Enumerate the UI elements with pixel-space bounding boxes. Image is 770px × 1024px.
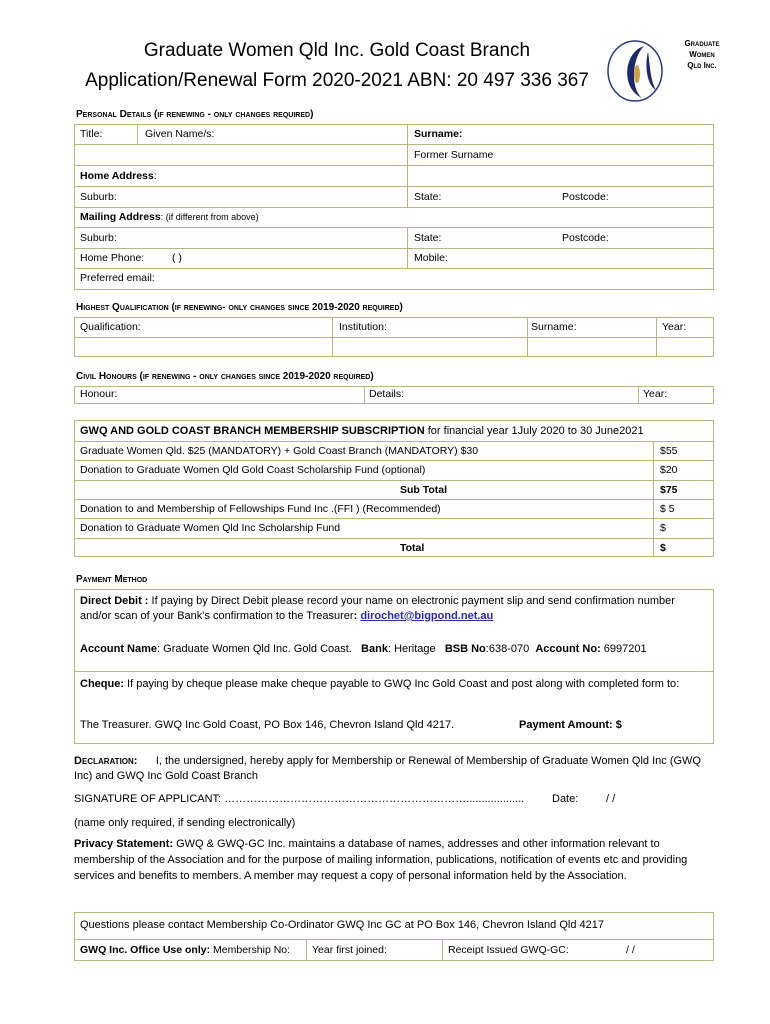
home-state-field[interactable]: State: [414, 191, 442, 203]
declaration-text [74, 754, 714, 784]
former-surname-field[interactable]: Former Surname [414, 149, 494, 161]
total-label: Total [400, 542, 425, 554]
subscription-row-scholarship-gc: Donation to Graduate Women Qld Gold Coast Scholarship Fund (optional) [80, 464, 426, 476]
declaration-label: Declaration: [74, 755, 138, 767]
account-name-value: : Graduate Women Qld Inc. Gold Coast. [157, 643, 352, 655]
home-postcode-field[interactable]: Postcode: [562, 191, 609, 203]
bsb-value: :638-070 [485, 643, 530, 655]
amount-scholarship-inc[interactable]: $ [660, 522, 666, 534]
cheque-label: Cheque: [80, 678, 124, 690]
membership-contact: Questions please contact Membership Co-Ordinator GWQ Inc GC at PO Box 146, Chevron Island Qld 4217 [80, 919, 604, 931]
year-first-joined-field[interactable]: Year first joined: [312, 944, 387, 956]
subscription-heading-rest: for financial year 1July 2020 to 30 June2021 [424, 425, 644, 437]
given-names-field[interactable]: Given Name/s: [145, 128, 215, 140]
privacy-statement [74, 836, 714, 884]
account-no-label: Account No: [535, 643, 601, 655]
honour-year-field[interactable]: Year: [643, 388, 668, 400]
office-use-label: GWQ Inc. Office Use only: [80, 944, 211, 956]
qualification-field[interactable]: Qualification: [80, 321, 141, 333]
form-title-line2: Application/Renewal Form 2020-2021 ABN: 20 497 336 367 [85, 70, 589, 91]
treasurer-address: The Treasurer. GWQ Inc Gold Coast, PO Box 146, Chevron Island Qld 4217. [80, 719, 455, 731]
home-address-label: Home Address [80, 170, 154, 182]
mailing-postcode-field[interactable]: Postcode: [562, 232, 609, 244]
graduate-women-logo-icon [604, 38, 666, 104]
membership-no-label: Membership No: [213, 944, 291, 956]
subtotal-label: Sub Total [400, 484, 448, 496]
privacy-body: GWQ & GWQ-GC Inc. maintains a database of names, addresses and other information relevant to membership of the Association and for the purpose of mailing information, publications, notification of events etc and providing services and benefits to members. A member may request a copy of personal information held by the Association. [74, 838, 688, 882]
amount-scholarship-gc: $20 [660, 464, 678, 476]
mailing-address-label: Mailing Address [80, 211, 161, 223]
office-use [80, 944, 290, 956]
bsb-label: BSB No [444, 643, 486, 655]
bank-value: : Heritage [387, 643, 436, 655]
subtotal-amount: $75 [660, 484, 678, 496]
account-name-label: Account Name [80, 643, 158, 655]
cheque-instructions: If paying by cheque please make cheque payable to GWQ Inc Gold Coast and post along with completed form to: [124, 678, 680, 690]
amount-ffi: $ 5 [660, 503, 675, 515]
logo-text [672, 38, 732, 71]
signature-field[interactable]: SIGNATURE OF APPLICANT: …………………………………………………………................... [74, 793, 525, 805]
qualification-year-field[interactable]: Year: [662, 321, 687, 333]
bank-details [80, 642, 710, 657]
honours-heading: Civil Honours (if renewing - only changes since 2019-2020 required) [76, 371, 374, 382]
receipt-date-slashes: / / [626, 944, 635, 956]
home-address-colon: : [153, 170, 157, 182]
amount-mandatory: $55 [660, 445, 678, 457]
qualification-heading: Highest Qualification (if renewing- only changes since 2019-2020 required) [76, 302, 403, 313]
mailing-address-field[interactable] [80, 211, 259, 223]
qualification-surname-field[interactable]: Surname: [531, 321, 577, 333]
form-title-line1: Graduate Women Qld Inc. Gold Coast Branch [143, 40, 531, 61]
treasurer-email-link[interactable]: dirochet@bigpond.net.au [360, 610, 494, 622]
subscription-heading-bold: GWQ AND GOLD COAST BRANCH MEMBERSHIP SUBSCRIPTION [80, 425, 425, 437]
cheque-text [80, 677, 700, 692]
payment-method-heading: Payment Method [76, 574, 148, 585]
logo-line-1: Graduate [684, 39, 720, 48]
honour-details-field[interactable]: Details: [369, 388, 405, 400]
mailing-state-field[interactable]: State: [414, 232, 442, 244]
home-phone-parens: ( ) [172, 252, 182, 264]
home-phone-field[interactable]: Home Phone: [80, 252, 145, 264]
privacy-label: Privacy Statement: [74, 838, 174, 850]
direct-debit-label: Direct Debit : [80, 595, 152, 607]
total-amount[interactable]: $ [660, 542, 666, 554]
subscription-row-scholarship-inc: Donation to Graduate Women Qld Inc Scholarship Fund [80, 522, 341, 534]
bank-label: Bank [361, 643, 388, 655]
direct-debit-instructions: If paying by Direct Debit please record your name on electronic payment slip and send confirmation number and/or scan of your Bank's confirmation to the Treasurer [80, 595, 675, 622]
personal-details-heading: Personal Details (if renewing - only changes required) [76, 109, 314, 120]
email-field[interactable]: Preferred email: [80, 272, 155, 284]
mailing-suburb-field[interactable]: Suburb: [80, 232, 117, 244]
date-field[interactable]: Date: [552, 793, 579, 805]
subscription-heading [80, 425, 644, 437]
home-suburb-field[interactable]: Suburb: [80, 191, 117, 203]
date-slashes: / / [606, 793, 616, 805]
direct-debit-text [80, 594, 705, 624]
logo-line-3: Qld Inc. [687, 61, 717, 70]
surname-field[interactable]: Surname: [414, 128, 463, 140]
mobile-field[interactable]: Mobile: [414, 252, 448, 264]
direct-debit-colon: : [353, 610, 361, 622]
honour-field[interactable]: Honour: [80, 388, 118, 400]
logo-line-2: Women [689, 50, 715, 59]
institution-field[interactable]: Institution: [339, 321, 387, 333]
declaration-body: I, the undersigned, hereby apply for Membership or Renewal of Membership of Graduate Women Qld Inc (GWQ Inc) and GWQ Inc Gold Coast Branch [74, 755, 701, 782]
account-no-value: 6997201 [603, 643, 647, 655]
mailing-address-note: : (if different from above) [160, 212, 259, 222]
receipt-issued-field[interactable]: Receipt Issued GWQ-GC: [448, 944, 569, 956]
subscription-row-ffi: Donation to and Membership of Fellowships Fund Inc .(FFI ) (Recommended) [80, 503, 441, 515]
signature-note: (name only required, if sending electronically) [74, 817, 296, 829]
subscription-row-mandatory: Graduate Women Qld. $25 (MANDATORY) + Gold Coast Branch (MANDATORY) $30 [80, 445, 479, 457]
payment-amount-field[interactable]: Payment Amount: $ [519, 719, 622, 731]
title-field[interactable]: Title: [80, 128, 103, 140]
home-address-field[interactable] [80, 170, 157, 182]
